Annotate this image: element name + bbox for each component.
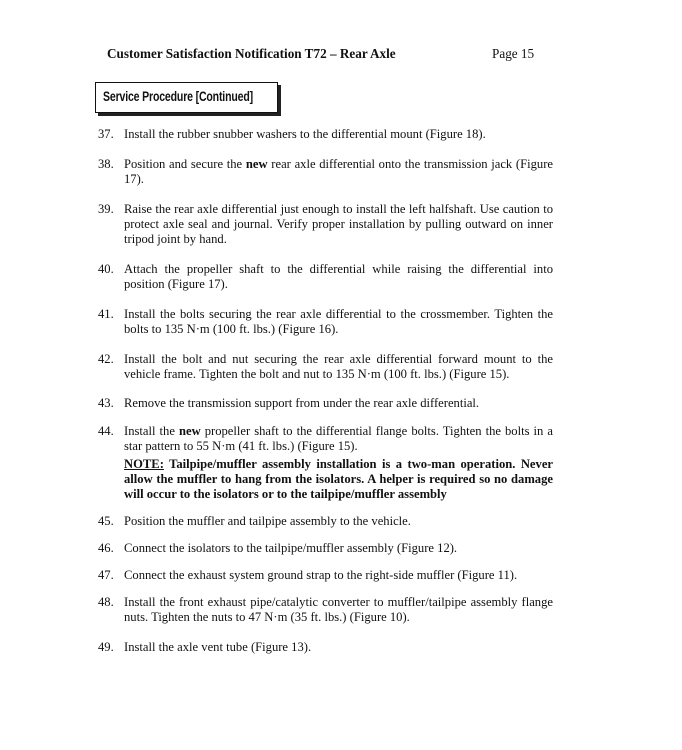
step-number: 45. [98, 513, 114, 528]
text-run: Remove the transmission support from under the rear axle differential. [124, 396, 480, 411]
emphasis-text: new [178, 423, 201, 438]
step-text [124, 157, 553, 187]
step-number: 42. [98, 351, 114, 366]
text-run: Install the [124, 423, 179, 438]
procedure-step [98, 568, 553, 583]
procedure-step [98, 157, 553, 187]
text-run: Install the bolt and nut securing the rear axle differential forward mount to the vehicle frame. Tighten the bolt and nut to 135 N·m (100 ft. lbs.) (Figure 15). [124, 351, 553, 381]
procedure-step [98, 202, 553, 248]
procedure-step [98, 595, 553, 625]
text-run: Position and secure the [124, 156, 246, 171]
text-run: Install the front exhaust pipe/catalytic converter to muffler/tailpipe assembly flange nuts. Tighten the nuts to 47 N·m (35 ft. lbs.) (Figure 10). [124, 595, 553, 625]
step-number: 41. [98, 306, 114, 321]
procedure-step [98, 307, 553, 337]
step-text [124, 352, 553, 382]
step-text [124, 541, 553, 556]
step-text [124, 514, 553, 529]
step-text [124, 127, 553, 142]
text-run: Position the muffler and tailpipe assembly to the vehicle. [124, 513, 411, 528]
page-number: Page 15 [492, 46, 535, 61]
note-label: NOTE: [124, 457, 164, 472]
note-text: Tailpipe/muffler assembly installation is a two-man operation. Never allow the muffler to hang from the isolators. A helper is required so no damage will occur to the isolators or to the tailpipe/muffler assembly [124, 457, 553, 502]
procedure-step [98, 262, 553, 292]
step-number: 48. [98, 595, 114, 610]
step-number: 40. [98, 261, 114, 276]
step-number: 49. [98, 640, 114, 655]
step-number: 43. [98, 396, 114, 411]
text-run: Install the rubber snubber washers to the differential mount (Figure 18). [124, 127, 486, 141]
step-text [124, 640, 553, 655]
step-number: 39. [98, 201, 114, 216]
text-run: Raise the rear axle differential just enough to install the left halfshaft. Use caution to protect axle seal and journal. Verify proper installation by pulling outward on inner tripod joint by hand. [124, 201, 553, 247]
safety-note [124, 457, 553, 503]
text-run: Install the axle vent tube (Figure 13). [124, 640, 312, 655]
procedure-step [98, 514, 553, 529]
procedure-step [98, 352, 553, 382]
section-heading: Service Procedure [Continued] [103, 89, 253, 104]
document-title: Customer Satisfaction Notification T72 – Rear Axle [107, 46, 396, 61]
step-number: 44. [98, 423, 114, 438]
procedure-steps [98, 127, 553, 670]
step-text [124, 568, 553, 583]
step-number: 37. [98, 127, 114, 141]
procedure-step [98, 640, 553, 655]
step-text [124, 595, 553, 625]
procedure-step [98, 396, 553, 411]
emphasis-text: new [245, 156, 268, 171]
procedure-step [98, 127, 553, 142]
step-text [124, 307, 553, 337]
text-run: rear axle differential onto the transmission jack (Figure 17). [124, 156, 554, 186]
step-number: 47. [98, 568, 114, 583]
text-run: Connect the isolators to the tailpipe/muffler assembly (Figure 12). [124, 540, 458, 555]
procedure-step [98, 424, 553, 454]
procedure-step [98, 541, 553, 556]
text-run: Connect the exhaust system ground strap to the right-side muffler (Figure 11). [124, 568, 518, 583]
step-text [124, 262, 553, 292]
step-text [124, 202, 553, 248]
text-run: propeller shaft to the differential flange bolts. Tighten the bolts in a star pattern to 55 N·m (41 ft. lbs.) (Figure 15). [124, 423, 553, 453]
step-text [124, 424, 553, 454]
step-number: 46. [98, 540, 114, 555]
step-number: 38. [98, 156, 114, 171]
text-run: Install the bolts securing the rear axle differential to the crossmember. Tighten the bolts to 135 N·m (100 ft. lbs.) (Figure 16). [124, 306, 553, 336]
text-run: Attach the propeller shaft to the differential while raising the differential into position (Figure 17). [124, 261, 553, 291]
step-text [124, 396, 553, 411]
section-heading-box [95, 82, 278, 113]
